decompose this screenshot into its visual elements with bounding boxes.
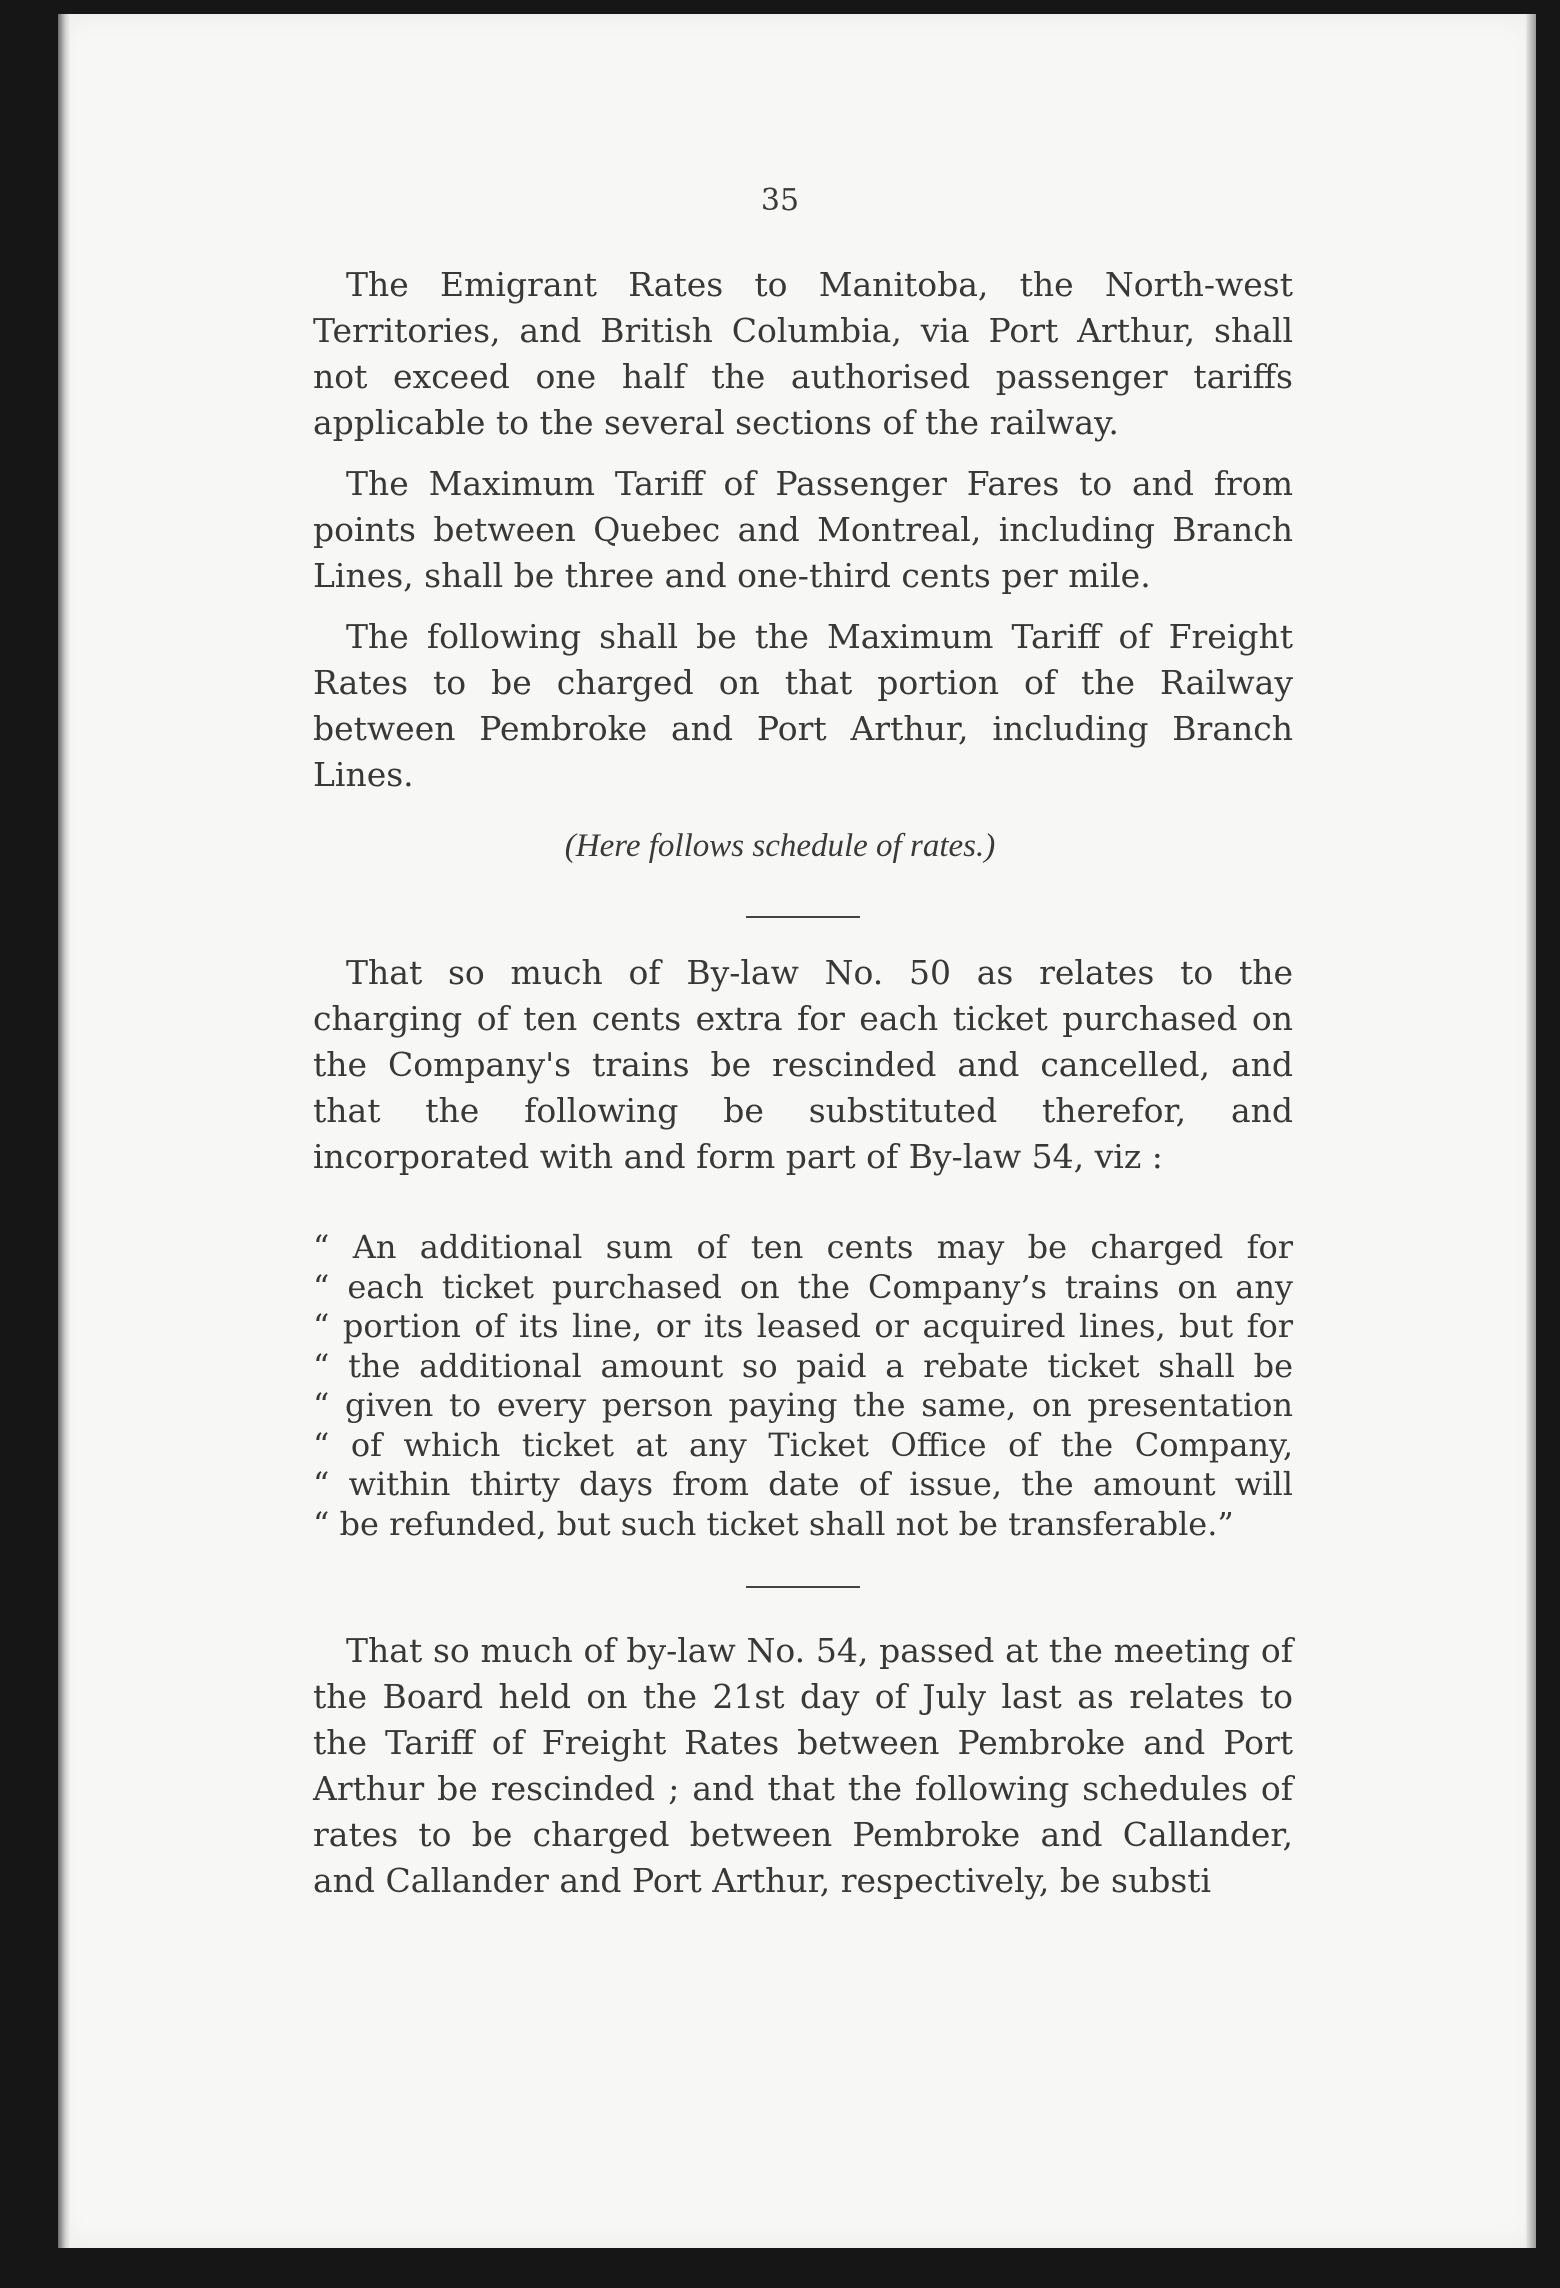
quote-line: “ the additional amount so paid a rebate ticket shall be xyxy=(313,1346,1293,1385)
quote-line: “ of which ticket at any Ticket Office of the Company, xyxy=(313,1425,1293,1464)
paragraph-passenger-fares: The Maximum Tariff of Passenger Fares to and from points between Quebec and Montreal, including Branch Lines, shall be three and one-third cents per mile. xyxy=(313,464,1293,595)
quote-line: “ be refunded, but such ticket shall not be transferable.” xyxy=(313,1504,1234,1543)
bottom-text-block xyxy=(313,1628,1293,1904)
page-outer-edge xyxy=(1526,14,1536,2248)
quote-line: “ portion of its line, or its leased or acquired lines, but for xyxy=(313,1307,1293,1345)
section-divider xyxy=(746,1586,860,1588)
quote-line: “ within thirty days from date of issue, the amount will xyxy=(313,1465,1293,1503)
paragraph-by-law-50: That so much of By-law No. 50 as relates to the charging of ten cents extra for each ticket purchased on the Company's trains be rescinded and cancelled, and that the following be substituted therefor, and incorporated with and form part of By-law 54, viz : xyxy=(313,953,1293,1176)
middle-text-block xyxy=(313,950,1293,1180)
quote-line: “ each ticket purchased on the Company’s trains on any xyxy=(313,1267,1293,1306)
section-divider xyxy=(746,916,860,918)
quoted-by-law-text xyxy=(313,1228,1293,1544)
page-binding-edge xyxy=(58,14,70,2248)
quote-line: “ An additional sum of ten cents may be charged for xyxy=(313,1228,1293,1266)
quote-line: “ given to every person paying the same, on presentation xyxy=(313,1386,1293,1424)
paragraph-by-law-54: That so much of by-law No. 54, passed at the meeting of the Board held on the 21st day of July last as relates to the Tariff of Freight Rates between Pembroke and Port Arthur be rescinded ; and that the following schedules of rates to be charged between Pembroke and Callander, and Callander and Port Arthur, respectively, be substi xyxy=(313,1631,1293,1900)
schedule-caption: (Here follows schedule of rates.) xyxy=(564,828,996,864)
paragraph-emigrant-rates: The Emigrant Rates to Manitoba, the North-west Territories, and British Columbia, via Port Arthur, shall not exceed one half the authorised passenger tariffs applicable to the several sections of the railway. xyxy=(313,265,1293,442)
page-number: 35 xyxy=(760,183,800,218)
paragraph-freight-rates: The following shall be the Maximum Tariff of Freight Rates to be charged on that portion of the Railway between Pembroke and Port Arthur, including Branch Lines. xyxy=(313,617,1293,794)
top-text-block xyxy=(313,262,1293,798)
